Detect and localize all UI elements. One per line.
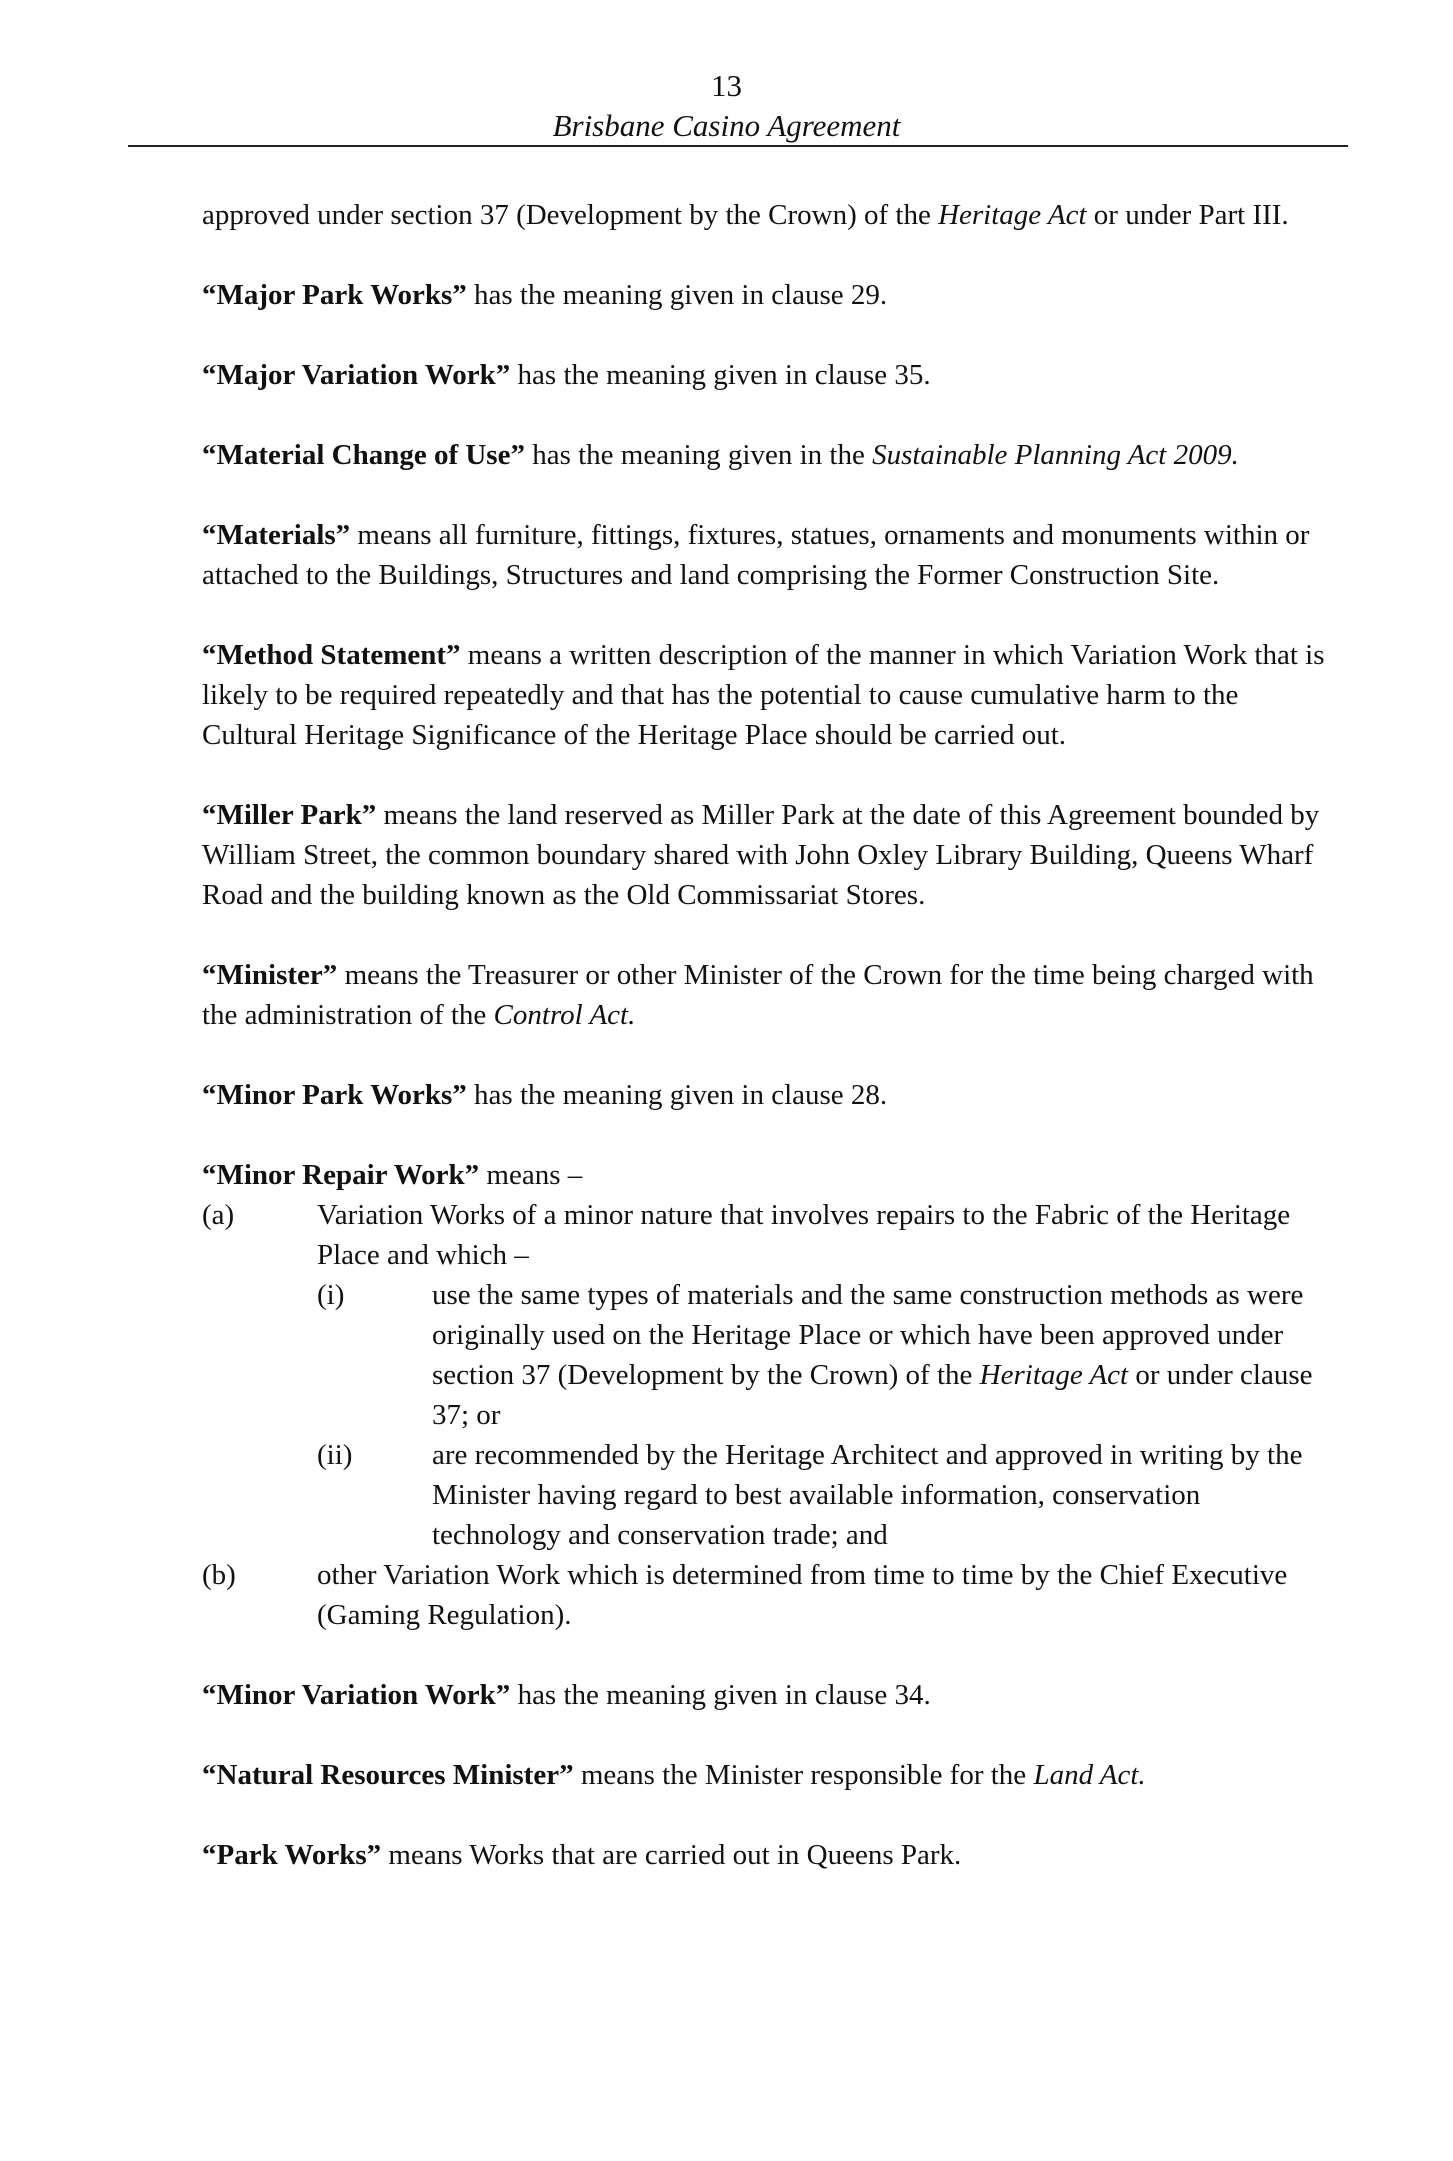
definition [202,1675,1332,1715]
definition [202,195,1332,235]
definition-term: “Material Change of Use” [202,439,525,471]
clause-b-label: (b) [202,1559,236,1591]
definition [202,515,1332,595]
clause-i-label: (i) [317,1279,345,1311]
definition-term: “Natural Resources Minister” [202,1759,574,1791]
clause-a-i [202,1275,1332,1435]
definition-text: means – [479,1159,583,1191]
definition-text: means the land reserved as Miller Park at the date of this Agreement bounded by William Street, the common boundary shared with John Oxley Library Building, Queens Wharf Road and the building known as the Old Commissariat Stores. [202,799,1320,911]
definition-term: “Miller Park” [202,799,377,831]
definition-text: Sustainable Planning Act 2009. [872,439,1239,471]
definition-text: has the meaning given in clause 28. [466,1079,888,1111]
definition-term: “Minor Repair Work” [202,1159,480,1191]
definitions-list-after [202,1675,1332,1875]
header-rule [128,145,1348,147]
clause-ii-label: (ii) [317,1439,353,1471]
definition-term: “Minister” [202,959,338,991]
clause-i-text [432,1275,1332,1435]
definition-text: means a written description of the manner in which Variation Work that is likely to be required repeatedly and that has the potential to cause cumulative harm to the Cultural Heritage Significance of the Heritage Place should be carried out. [202,639,1325,751]
definition-text: means the Treasurer or other Minister of the Crown for the time being charged with the administration of the [202,959,1314,1031]
definition-text: approved under section 37 (Development by the Crown) of the [202,199,939,231]
definition [202,1075,1332,1115]
definition [202,795,1332,915]
page-number: 13 [711,68,742,103]
definition-text: means Works that are carried out in Queens Park. [381,1839,962,1871]
definition [202,1755,1332,1795]
clause-i-text-italic: Heritage Act [979,1359,1129,1391]
clause-i-text-part: or under clause 37; or [432,1359,1313,1431]
clause-a-ii [202,1435,1332,1555]
definition-text: has the meaning given in clause 34. [510,1679,931,1711]
definition [202,955,1332,1035]
definition-term: “Park Works” [202,1839,382,1871]
definition-text: has the meaning given in clause 35. [510,359,931,391]
clause-a [202,1195,1332,1275]
definition-text: means all furniture, fittings, fixtures, statues, ornaments and monuments within or attached to the Buildings, Structures and land comprising the Former Construction Site. [202,519,1310,591]
definition-term: “Major Park Works” [202,279,467,311]
definition-term: “Minor Park Works” [202,1079,467,1111]
clause-b-text: other Variation Work which is determined from time to time by the Chief Executive (Gaming Regulation). [317,1559,1288,1631]
definition-text: Control Act. [493,999,636,1031]
definitions-list [202,195,1332,1115]
definition-text: has the meaning given in clause 29. [466,279,888,311]
clause-ii-text: are recommended by the Heritage Architect and approved in writing by the Minister having regard to best available information, conservation technology and conservation trade; and [432,1439,1303,1551]
definition-text: has the meaning given in the [524,439,873,471]
definition-text: Land Act. [1033,1759,1146,1791]
definition [202,355,1332,395]
definitions-body [202,195,1332,1915]
definition-text: or under Part III. [1086,199,1289,231]
definition [202,635,1332,755]
definition-text: means the Minister responsible for the [573,1759,1034,1791]
clause-b [202,1555,1332,1635]
definition [202,1835,1332,1875]
definition-minor-repair-work [202,1155,1332,1195]
definition-term: “Major Variation Work” [202,359,511,391]
definition-text: Heritage Act [938,199,1087,231]
clause-a-text: Variation Works of a minor nature that involves repairs to the Fabric of the Heritage Place and which – [317,1199,1291,1271]
clause-i-text-part: use the same types of materials and the same construction methods as were originally used on the Heritage Place or which have been approved under section 37 (Development by the Crown) of the [432,1279,1304,1391]
document-title: Brisbane Casino Agreement [552,108,901,143]
clause-a-label: (a) [202,1199,235,1231]
definition-term: “Materials” [202,519,351,551]
definition [202,435,1332,475]
definition-term: “Minor Variation Work” [202,1679,511,1711]
definition [202,275,1332,315]
definition-term: “Method Statement” [202,639,461,671]
